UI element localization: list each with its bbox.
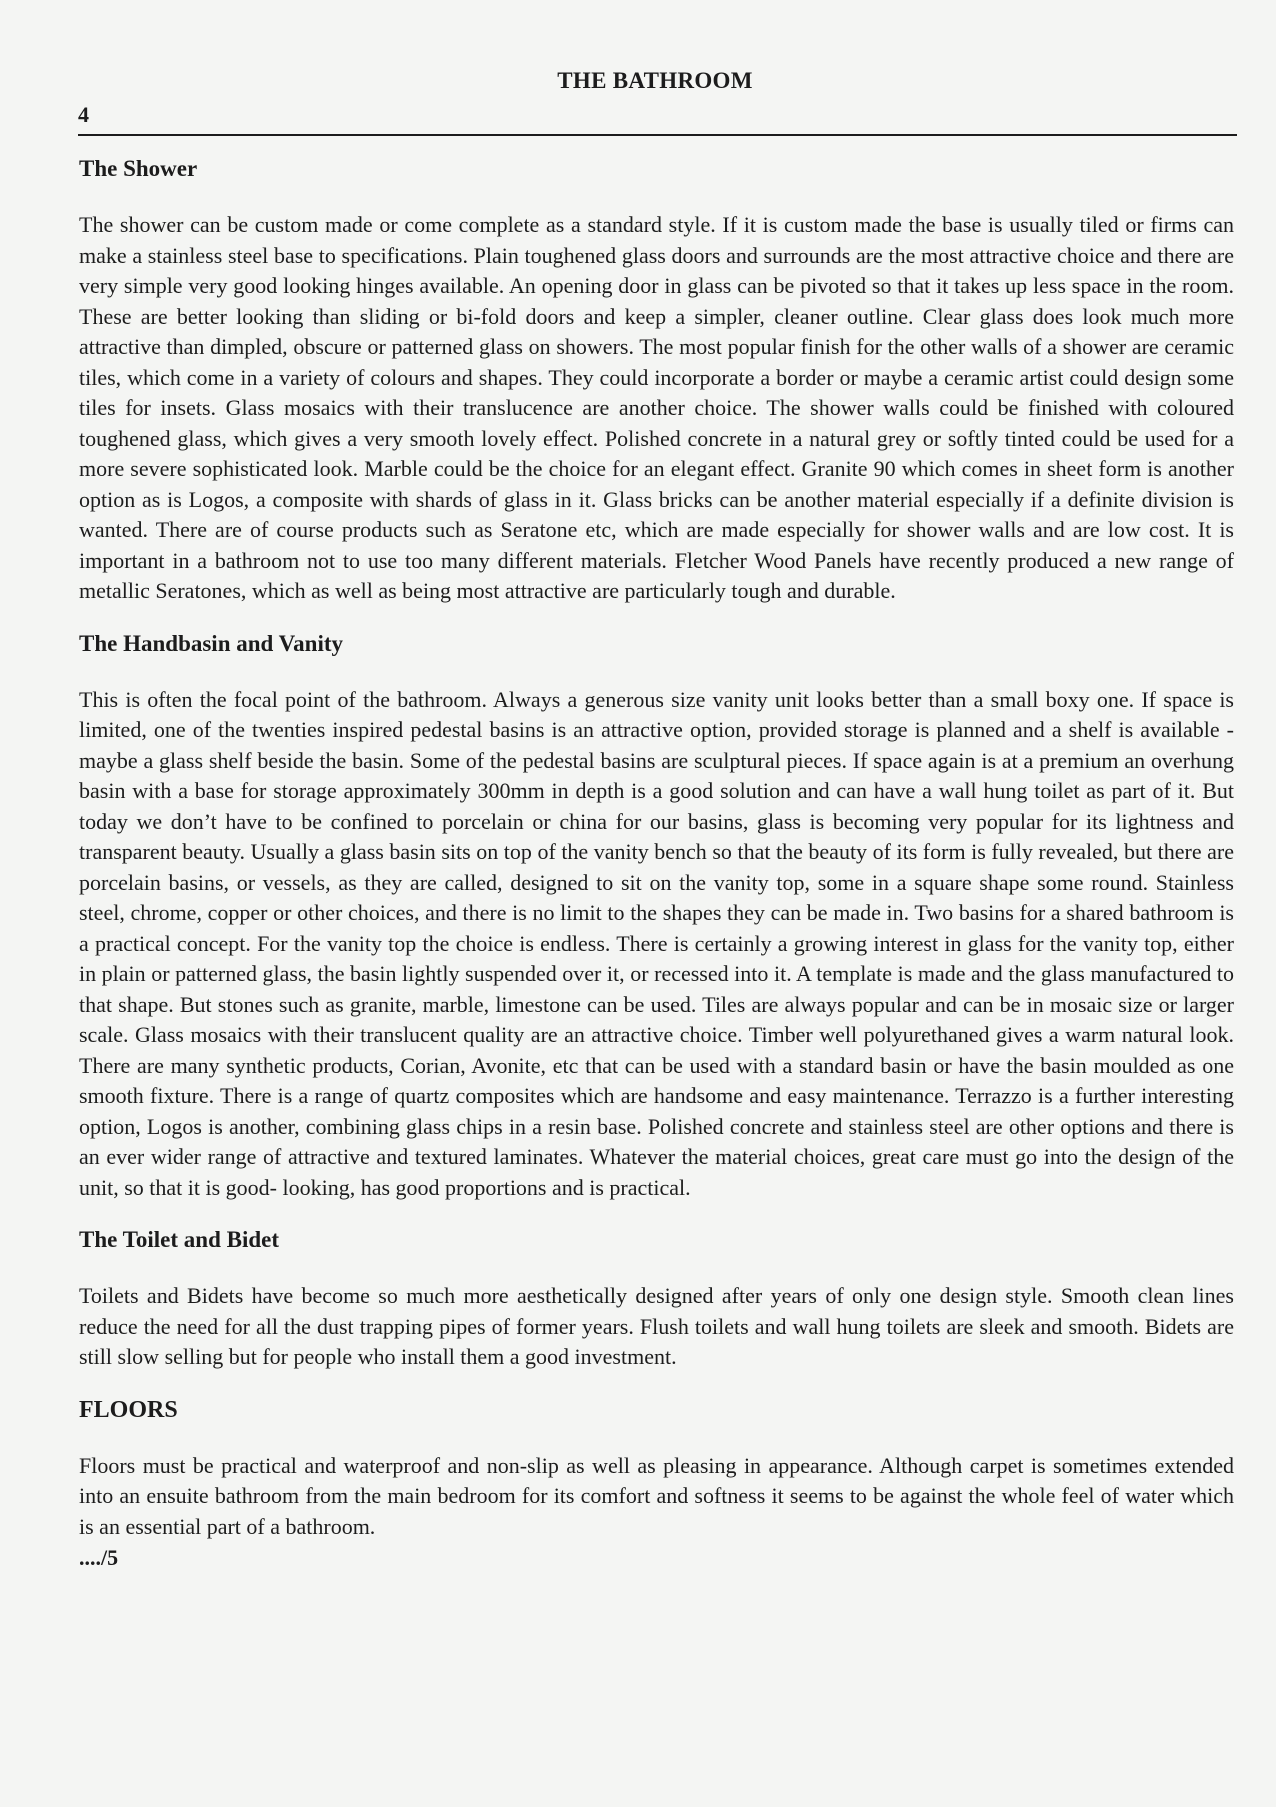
section-paragraph: Toilets and Bidets have become so much more aesthetically designed after years of only one design style. Smooth clean lines reduce the need for all the dust trapping pipes of former years. Flush toilets and wall hung toilets are sleek and smooth. Bidets are still slow selling but for people who install them a good investment.: [79, 1283, 1234, 1369]
section-toilet-bidet: [79, 1225, 1234, 1373]
header-divider: [78, 134, 1237, 136]
document-body: [79, 154, 1234, 1572]
section-paragraph: This is often the focal point of the bathroom. Always a generous size vanity unit looks better than a small boxy one. If space is limited, one of the twenties inspired pedestal basins is an attractive option, provided storage is planned and a shelf is available - maybe a glass shelf beside the basin. Some of the pedestal basins are sculptural pieces. If space again is at a premium an overhung basin with a base for storage approximately 300mm in depth is a good solution and can have a wall hung toilet as part of it. But today we don’t have to be confined to porcelain or china for our basins, glass is becoming very popular for its lightness and transparent beauty. Usually a glass basin sits on top of the vanity bench so that the beauty of its form is fully revealed, but there are porcelain basins, or vessels, as they are called, designed to sit on the vanity top, some in a square shape some round. Stainless steel, chrome, copper or other choices, and there is no limit to the shapes they can be made in. Two basins for a shared bathroom is a practical concept. For the vanity top the choice is endless. There is certainly a growing interest in glass for the vanity top, either in plain or patterned glass, the basin lightly suspended over it, or recessed into it. A template is made and the glass manufactured to that shape. But stones such as granite, marble, limestone can be used. Tiles are always popular and can be in mosaic size or larger scale. Glass mosaics with their translucent quality are an attractive choice. Timber well polyurethaned gives a warm natural look. There are many synthetic products, Corian, Avonite, etc that can be used with a standard basin or have the basin moulded as one smooth fixture. There is a range of quartz composites which are handsome and easy maintenance. Terrazzo is a further interesting option, Logos is another, combining glass chips in a resin base. Polished concrete and stainless steel are other options and there is an ever wider range of attractive and textured laminates. Whatever the material choices, great care must go into the design of the unit, so that it is good- looking, has good proportions and is practical.: [79, 686, 1234, 1200]
section-floors: [79, 1395, 1234, 1543]
section-shower: [79, 154, 1234, 607]
continuation-marker: ..../5: [79, 1545, 119, 1570]
section-heading: The Toilet and Bidet: [79, 1227, 280, 1252]
page-title: THE BATHROOM: [557, 68, 753, 93]
section-handbasin-vanity: [79, 629, 1234, 1204]
section-paragraph: Floors must be practical and waterproof and non-slip as well as pleasing in appearance. Although carpet is sometimes extended into an ensuite bathroom from the main bedroom for its comfort and softness it seems to be against the whole feel of water which is an essential part of a bathroom.: [79, 1452, 1234, 1539]
section-paragraph: The shower can be custom made or come complete as a standard style. If it is custom made the base is usually tiled or firms can make a stainless steel base to specifications. Plain toughened glass doors and surrounds are the most attractive choice and there are very simple very good looking hinges available. An opening door in glass can be pivoted so that it takes up less space in the room. These are better looking than sliding or bi-fold doors and keep a simpler, cleaner outline. Clear glass does look much more attractive than dimpled, obscure or patterned glass on showers. The most popular finish for the other walls of a shower are ceramic tiles, which come in a variety of colours and shapes. They could incorporate a border or maybe a ceramic artist could design some tiles for insets. Glass mosaics with their translucence are another choice. The shower walls could be finished with coloured toughened glass, which gives a very smooth lovely effect. Polished concrete in a natural grey or softly tinted could be used for a more severe sophisticated look. Marble could be the choice for an elegant effect. Granite 90 which comes in sheet form is another option as is Logos, a composite with shards of glass in it. Glass bricks can be another material especially if a definite division is wanted. There are of course products such as Seratone etc, which are made especially for shower walls and are low cost. It is important in a bathroom not to use too many different materials. Fletcher Wood Panels have recently produced a new range of metallic Seratones, which as well as being most attractive are particularly tough and durable.: [79, 212, 1234, 603]
page-number: 4: [78, 102, 89, 127]
section-heading: FLOORS: [79, 1396, 178, 1423]
section-heading: The Shower: [79, 156, 198, 181]
section-heading: The Handbasin and Vanity: [79, 630, 343, 656]
